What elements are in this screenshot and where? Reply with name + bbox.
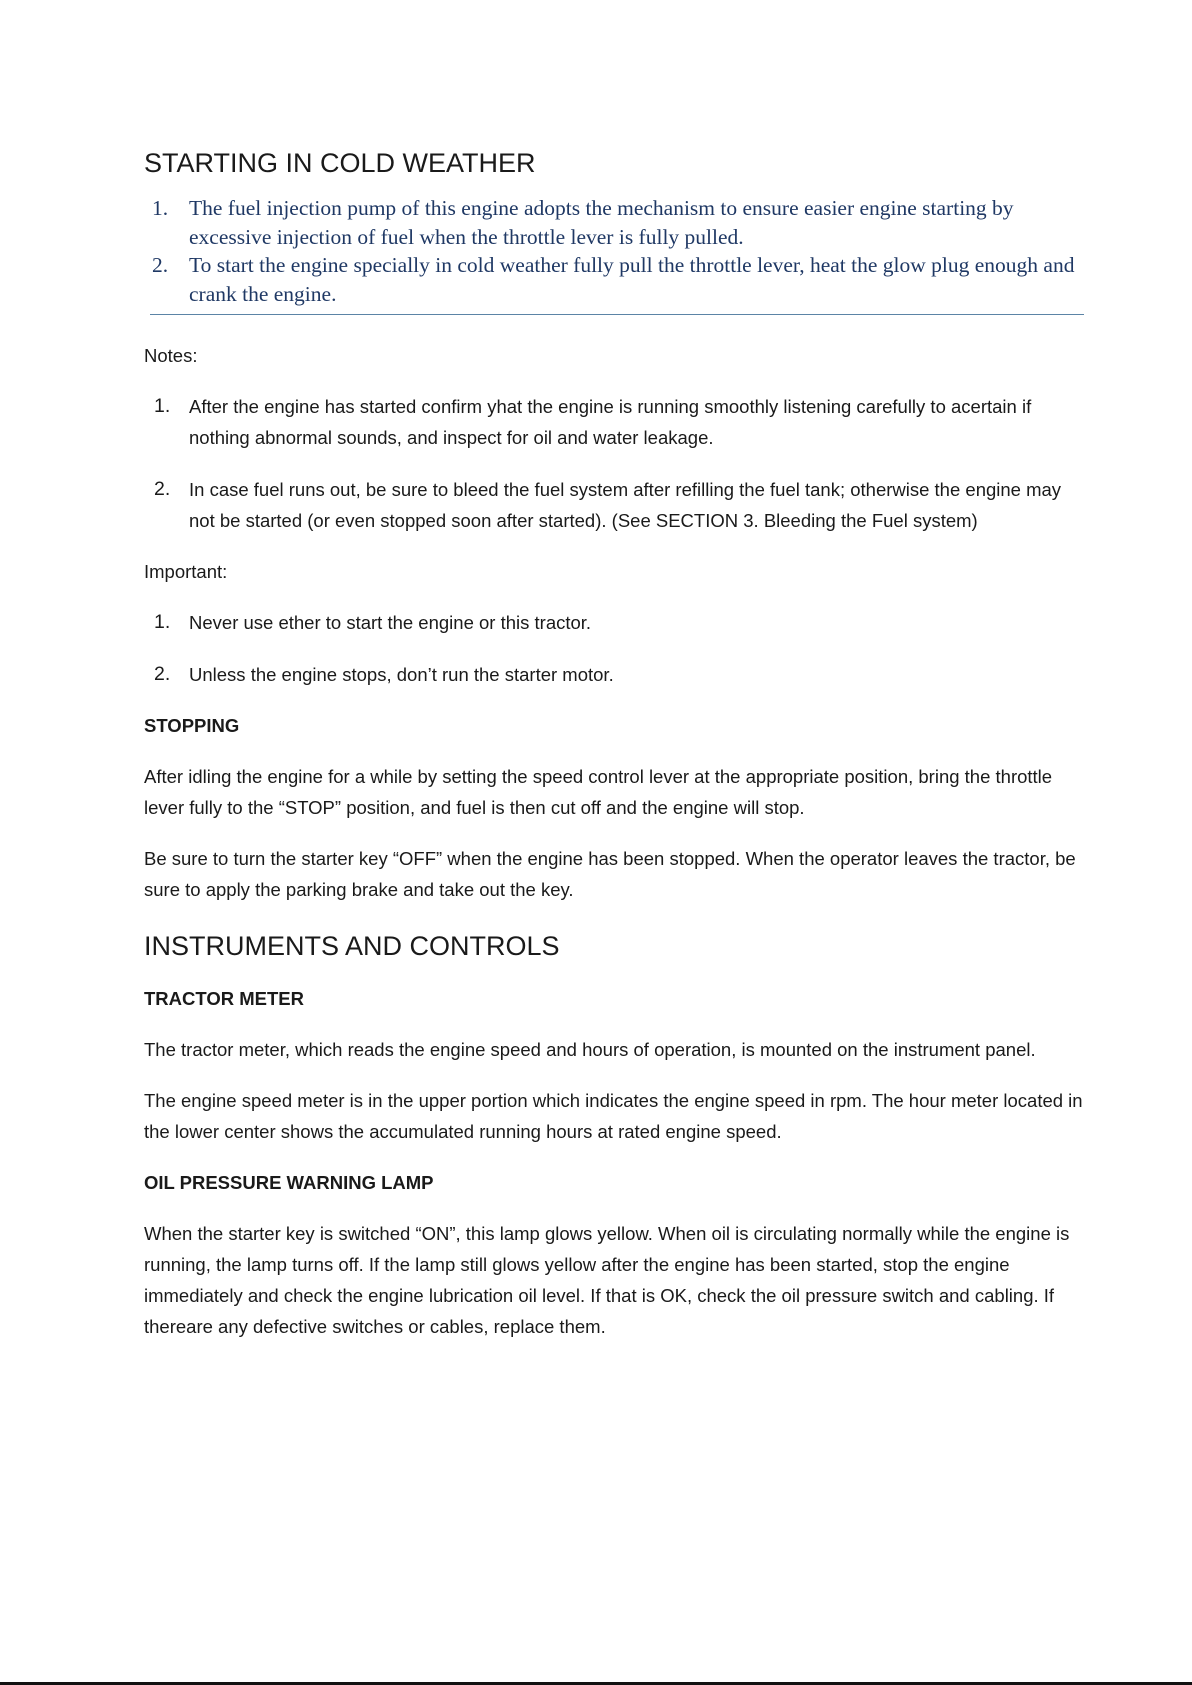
list-number: 2. (154, 663, 171, 685)
list-item-text: Unless the engine stops, don’t run the starter motor. (189, 664, 614, 685)
list-item-text: In case fuel runs out, be sure to bleed the fuel system after refilling the fuel tank; otherwise the engine may not be started (or even stopped soon after started). (See SECTION 3. Bleeding the Fuel system) (189, 479, 1062, 531)
list-number: 2. (152, 253, 169, 277)
list-item-text: Never use ether to start the engine or this tractor. (189, 612, 592, 633)
section-title-instruments: INSTRUMENTS AND CONTROLS (144, 931, 560, 961)
important-label: Important: (144, 561, 228, 582)
meter-paragraph-2: The engine speed meter is in the upper portion which indicates the engine speed in rpm. The hour meter located in the lower center shows the accumulated running hours at rated engine speed. (144, 1090, 1083, 1142)
intro-item-text: To start the engine specially in cold weather fully pull the throttle lever, heat the glow plug enough and crank the engine. (189, 253, 1075, 306)
list-item-text: After the engine has started confirm yhat the engine is running smoothly listening carefully to acertain if nothing abnormal sounds, and inspect for oil and water leakage. (189, 396, 1032, 448)
list-number: 2. (154, 478, 171, 500)
oil-pressure-paragraph: When the starter key is switched “ON”, this lamp glows yellow. When oil is circulating normally while the engine is running, the lamp turns off. If the lamp still glows yellow after the engine has been started, stop the engine immediately and check the engine lubrication oil level. If that is OK, check the oil pressure switch and cabling. If thereare any defective switches or cables, replace them. (144, 1223, 1070, 1337)
stopping-paragraph-2: Be sure to turn the starter key “OFF” when the engine has been stopped. When the operator leaves the tractor, be sure to apply the parking brake and take out the key. (144, 848, 1076, 900)
notes-list (144, 391, 1084, 536)
intro-item-text: The fuel injection pump of this engine adopts the mechanism to ensure easier engine starting by excessive injection of fuel when the throttle lever is fully pulled. (189, 196, 1014, 249)
list-item (144, 607, 1084, 638)
intro-block (150, 194, 1084, 315)
list-item (144, 474, 1084, 536)
intro-item (150, 194, 1084, 251)
list-number: 1. (154, 395, 171, 417)
list-number: 1. (154, 611, 171, 633)
list-item (144, 391, 1084, 453)
page-content (144, 146, 1084, 1342)
important-list (144, 607, 1084, 690)
meter-paragraph-1: The tractor meter, which reads the engine speed and hours of operation, is mounted on the instrument panel. (144, 1039, 1036, 1060)
intro-item (150, 251, 1084, 308)
list-item (144, 659, 1084, 690)
oil-pressure-heading: OIL PRESSURE WARNING LAMP (144, 1172, 434, 1193)
list-number: 1. (152, 196, 169, 220)
notes-label: Notes: (144, 345, 198, 366)
section-title-cold-weather: STARTING IN COLD WEATHER (144, 148, 536, 178)
tractor-meter-heading: TRACTOR METER (144, 988, 304, 1009)
intro-list (150, 194, 1084, 308)
stopping-heading: STOPPING (144, 715, 240, 736)
stopping-paragraph-1: After idling the engine for a while by setting the speed control lever at the appropriate position, bring the throttle lever fully to the “STOP” position, and fuel is then cut off and the engine will stop. (144, 766, 1053, 818)
